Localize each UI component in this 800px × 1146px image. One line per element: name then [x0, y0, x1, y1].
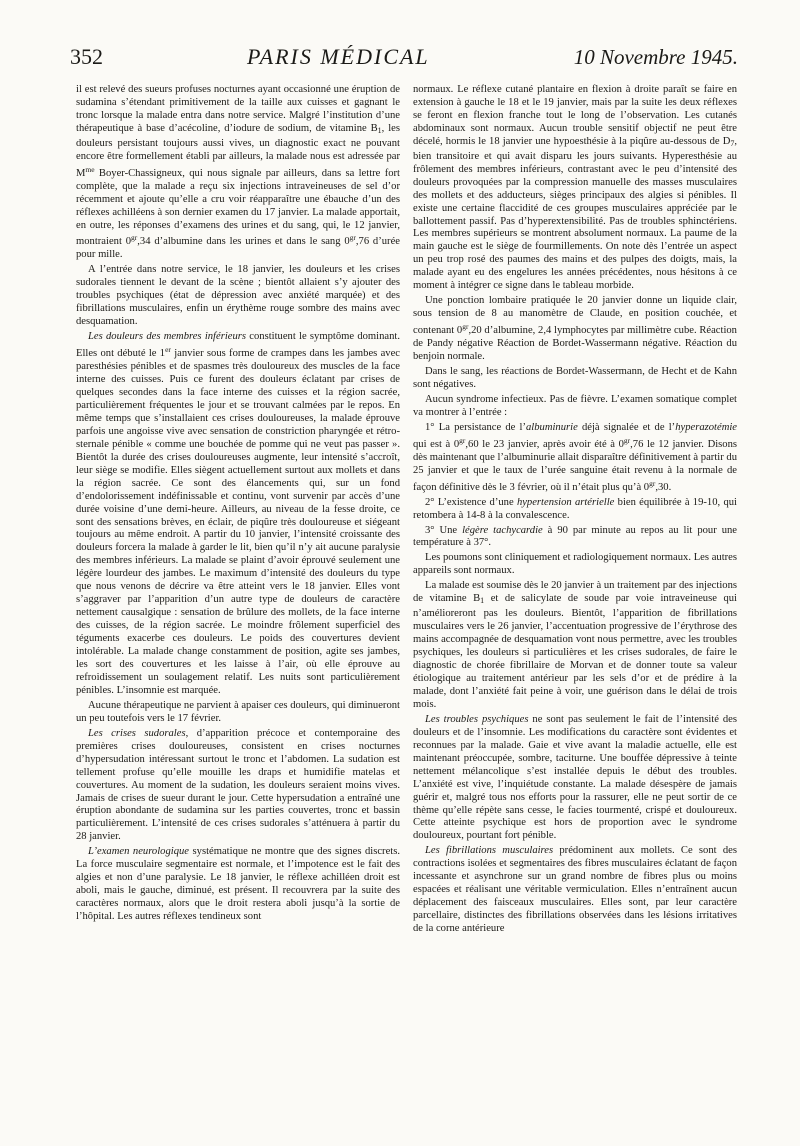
paragraph: Aucun syndrome infectieux. Pas de fièvre. L’examen somatique complet va montrer à l’entrée :: [413, 393, 737, 418]
left-column: [76, 84, 400, 924]
page-number: 352: [70, 44, 103, 69]
paragraph: normaux. Le réflexe cutané plantaire en flexion à droite paraît se faire en extension à gauche le 18 et le 19 janvier, mais par la suite les deux réflexes se feront en flexion franche tout le long de l’observation. Les cutanés abdominaux sont normaux. Aucun trouble sensitif objectif ne peut être décelé, hormis le 18 janvier une hypoesthésie à la piqûre au-dessous de $D_7$, bien transitoire et qui avait disparu les jours suivants. Hyperesthésie au frôlement des membres inférieurs, contrastant avec le peu d’intensité des douleurs provoquées par la compression manuelle des masses musculaires des mollets et des adducteurs, sièges principaux des algies si pénibles. Il existe une certaine flaccidité de ces groupes musculaires appréciée par le ballottement passif. Pas d’hyperextensibilité. Pas de troubles sphinctériens. Les membres supérieurs se montrent absolument normaux. La paume de la main gauche est le siège de fourmillements. On note dès l’entrée un aspect un peu trop rosé des paumes des mains et des pulpes des doigts, mais, la malade ayant eu des engelures les années précédentes, nous hésitons à ce moment à intégrer ce signe dans le tableau morbide.: [413, 84, 737, 292]
running-header: [70, 44, 738, 78]
paragraph: 2° L’existence d’une hypertension artérielle bien équilibrée à 19-10, qui retombera à 14-8 à la convalescence.: [413, 496, 737, 521]
paragraph: Les crises sudorales, d’apparition précoce et contemporaine des premières crises douloureuses, consistent en crises nocturnes d’hypersudation intéressant surtout le tronc et l’abdomen. La sudation est tellement profuse qu’elle mouille les draps et humidifie matelas et couvertures. Au moment de la sudation, les douleurs seraient moins vives. Jamais de crises de sueur durant le jour. Cette hypersudation a entraîné une éruption abondante de sudamina sur les parties couvertes, tronc et bassin particulièrement. L’intensité de ces crises sudorales s’atténuera à partir du 28 janvier.: [76, 727, 400, 843]
paragraph: 1° La persistance de l’albuminurie déjà signalée et de l’hyperazotémie qui est à $0^{gr},60$ le 23 janvier, après avoir été à $0^{gr},76$ le 12 janvier. Disons dès maintenant que l’albuminurie allait disparaître définitivement à partir du 25 janvier et que le taux de l’urée sanguine était revenu à la normale de façon définitive dès le 3 février, où il n’était plus qu’à $0^{gr},30$.: [413, 421, 738, 493]
issue-date: 10 Novembre 1945.: [573, 45, 738, 69]
paragraph: Les troubles psychiques ne sont pas seulement le fait de l’intensité des douleurs et de l’insomnie. Les modifications du caractère sont évidentes et reconnues par la malade. Gaie et vive avant la maladie actuelle, elle est maintenant préoccupée, sombre, taciturne. Une bouffée dépressive à teinte nettement mélancolique s’est installée depuis le début des troubles. L’anxiété est vive, l’inquiétude constante. La malade désespère de jamais guérir et, malgré tous nos efforts pour la rassurer, elle ne peut sortir de ce thème qu’elle répète sans cesse, le facies tourmenté, crispé et douloureux. Cette atteinte psychique est hors de proportion avec le syndrome douloureux, pourtant fort pénible.: [413, 713, 737, 842]
paragraph: A l’entrée dans notre service, le 18 janvier, les douleurs et les crises sudorales tiennent le devant de la scène ; bientôt allaient s’y ajouter des troubles psychiques (état de dépression avec anxiété marquée) et des fibrillations musculaires, enfin un érythème rouge sombre des mains avec desquamation.: [76, 264, 400, 328]
right-column: [413, 84, 737, 936]
paragraph: Dans le sang, les réactions de Bordet-Wassermann, de Hecht et de Kahn sont négatives.: [413, 366, 737, 390]
paragraph: Les douleurs des membres inférieurs constituent le symptôme dominant. Elles ont débuté le 1er janvier sous forme de crampes dans les jambes avec paresthésies pénibles et de spasmes très douloureux des muscles de la face interne des cuisses. Puis ce furent des douleurs éclatant par crises de quelques secondes dans la face interne des cuisses et la région sacrée, particulièrement fréquentes le jour et se trouvant calmées par le repos. En même temps que s’installaient ces crises douloureuses, la malade éprouve parfois une angoisse vive avec sensation de constriction pharyngée et rétro-sternale pénible « comme une bouchée de pomme qui ne veut pas passer ». Bientôt la durée des crises douloureuses augmente, leur intensité s’accroît, leur siège se modifie. Elles siègent actuellement surtout aux mollets et dans la région sacrée. Ce sont des élancements qui, sur un fond d’endolorissement indéfinissable et continu, vont survenir par accès d’une durée voisine d’une demi-heure. Ailleurs, au niveau de la fesse droite, ce sont des sensations brèves, en éclair, de piqûre très douloureuse et siégeant toujours au même endroit. A partir du 10 janvier, l’intensité croissante des douleurs forcera la malade à garder le lit, bien qu’il n’y ait aucune paralysie des membres inférieurs. La malade se plaint d’avoir éprouvé seulement une légère lourdeur des jambes. Le maximum d’intensité des douleurs du type que nous venons de décrire va être atteint vers le 18 janvier. Elles vont s’aggraver par l’apparition d’un autre type de douleurs de caractère nettement causalgique : sensation de brûlure des mollets, de la face interne des cuisses, de la région sacrée. Le moindre frôlement superficiel des téguments exacerbe ces douleurs. Le poids des couvertures devient intolérable. La malade change constamment de position, agite ses jambes, les sort des couvertures et les laisse à l’air, où elle éprouve au refroidissement un soulagement relatif. Les nuits sont particulièrement pénibles. L’insomnie est marquée.: [76, 331, 400, 696]
paragraph: Les poumons sont cliniquement et radiologiquement normaux. Les autres appareils sont normaux.: [413, 552, 737, 577]
paragraph: Aucune thérapeutique ne parvient à apaiser ces douleurs, qui diminueront un peu toutefois vers le 17 février.: [76, 699, 400, 724]
paragraph: Les fibrillations musculaires prédominent aux mollets. Ce sont des contractions isolées et segmentaires des fibres musculaires éclatant de façon incessante et asynchrone sur un grand nombre de fibres plus ou moins espacées et réalisant une véritable vermiculation. Elles n’entraînent aucun déplacement des faisceaux musculaires. Elles sont, par leur caractère parcellaire, distinctes des fibrillations observées dans les lésions irritatives de la corne antérieure: [413, 845, 737, 935]
paragraph: Une ponction lombaire pratiquée le 20 janvier donne un liquide clair, sous tension de 8 au manomètre de Claude, en position couchée, et contenant $0^{gr},20$ d’albumine, 2,4 lymphocytes par millimètre cube. Réaction de Pandy négative Réaction de Bordet-Wassermann négative. Réaction du benjoin normale.: [413, 295, 737, 363]
paragraph: La malade est soumise dès le 20 janvier à un traitement par des injections de vitamine $B_1$ et de salicylate de soude par voie intraveineuse qui n’amélioreront pas les douleurs. Bientôt, l’apparition de fibrillations musculaires vers le 26 janvier, l’accentuation progressive de l’érythrose des mains accompagnée de desquamation vont nous permettre, avec les troubles psychiques, les douleurs si particulières et les crises sudorales, de faire le diagnostic de chorée fibrillaire de Morvan et de donner toute sa valeur étiologique au traitement antérieur par les sels d’or et de prédire à la malade, dont l’anxiété fait peine à voir, une guérison dans le délai de trois mois.: [413, 580, 737, 710]
journal-title: PARIS MÉDICAL: [247, 44, 430, 69]
paragraph: L’examen neurologique systématique ne montre que des signes discrets. La force musculaire segmentaire est normale, et l’impotence est le fait des algies et non d’une paralysie. Le 18 janvier, le réflexe achilléen droit est aboli, mais le gauche, diminué, est présent. Il recouvrera par la suite des caractères normaux, alors que le droit restera aboli jusqu’à la sortie de l’hôpital. Les autres réflexes tendineux sont: [76, 846, 400, 923]
paragraph: 3° Une légère tachycardie à 90 par minute au repos au lit pour une température à 37°.: [413, 524, 737, 549]
paragraph: il est relevé des sueurs profuses nocturnes ayant occasionné une éruption de sudamina s’étendant primitivement de la taille aux cuisses et gagnant le tronc lorsque la malade entra dans notre service. Malgré l’institution d’une thérapeutique à base d’acécoline, d’iodure de sodium, de vitamine $B_1$, les douleurs persistant toujours aussi vives, un diagnostic exact ne pouvant encore être formellement établi par ailleurs, la malade nous est adressée par $M^{me}$ Boyer-Chassigneux, qui nous signale par ailleurs, dans sa lettre fort complète, que la malade a reçu six injections intraveineuses de sel d’or récemment et ajoute qu’elle a cru voir réapparaître une ébauche d’un des réflexes achilléens à son dernier examen du 17 janvier. La malade apportait, en outre, les réponses d’examens des urines et du sang, qui, le 12 janvier, montraient $0^{gr},34$ d’albumine dans les urines et dans le sang $0^{gr},76$ d’urée pour mille.: [76, 84, 400, 261]
